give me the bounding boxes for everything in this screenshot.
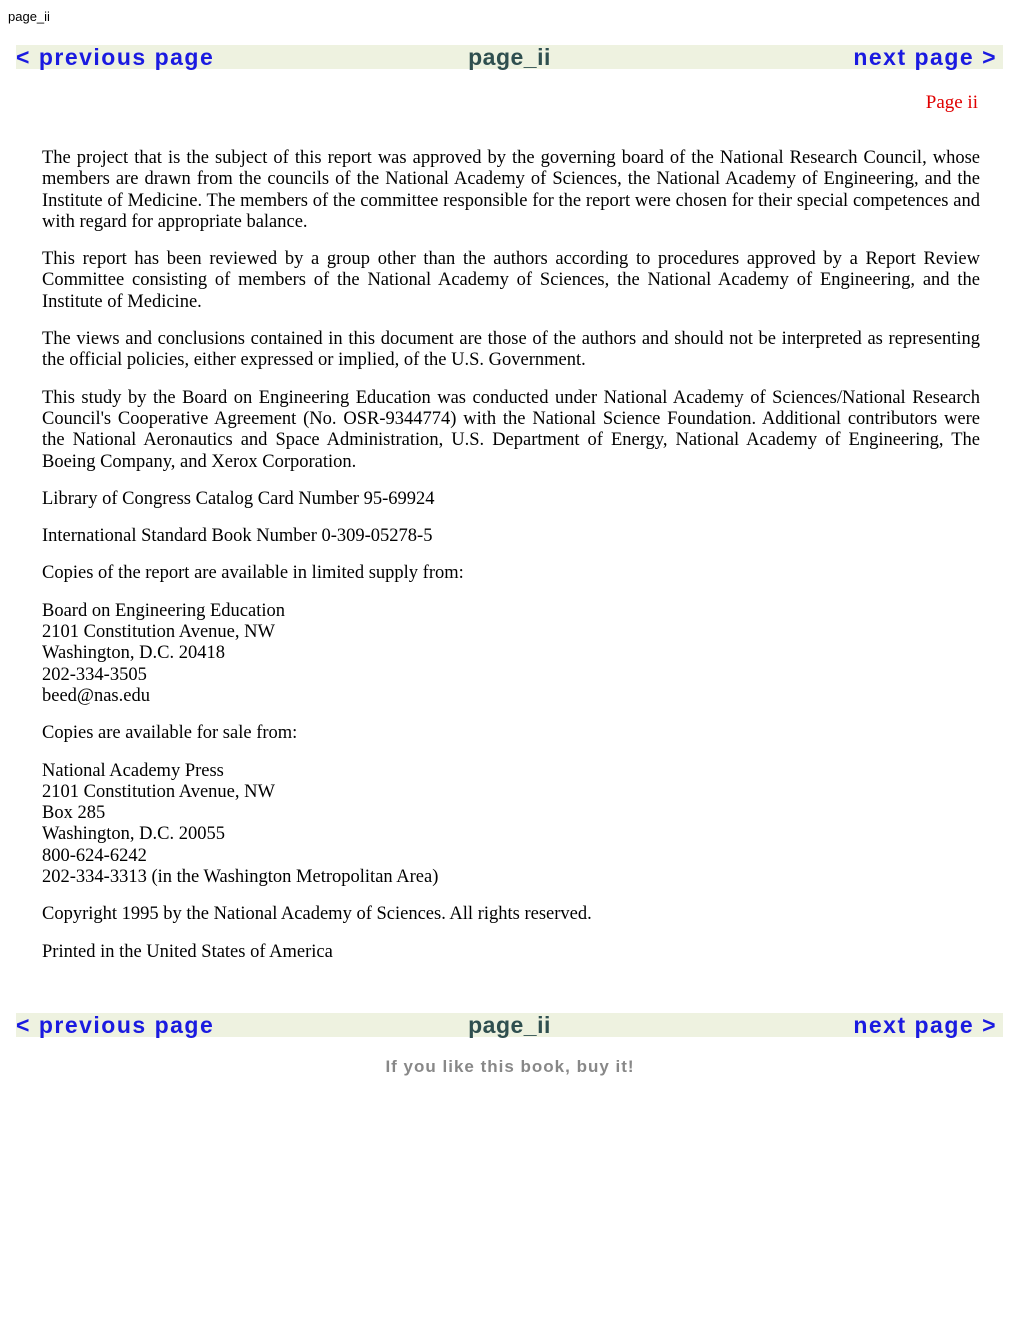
- next-page-link[interactable]: next page >: [853, 44, 997, 70]
- address-line: Board on Engineering Education: [42, 600, 286, 621]
- address-line: Washington, D.C. 20418: [42, 643, 225, 664]
- phone-line: 202-334-3313 (in the Washington Metropolitan Area): [42, 867, 439, 888]
- previous-page-link[interactable]: < previous page: [16, 1012, 215, 1038]
- lccn-line: Library of Congress Catalog Card Number 95-69924: [42, 488, 435, 509]
- paragraph-approval: The project that is the subject of this report was approved by the governing board of the National Research Council, whose members are drawn from the councils of the National Academy of Sciences, the National Academy of Engineering, and the Institute of Medicine. The members of the committee responsible for the report were chosen for their special competences and with regard for appropriate balance.: [42, 148, 980, 232]
- limited-supply-intro: Copies of the report are available in limited supply from:: [42, 563, 464, 584]
- copyright-line: Copyright 1995 by the National Academy of Sciences. All rights reserved.: [42, 904, 592, 925]
- address-line: 2101 Constitution Avenue, NW: [42, 622, 275, 643]
- beed-address-block: [42, 601, 980, 707]
- paragraph-sponsors: This study by the Board on Engineering Education was conducted under National Academy of Sciences/National Research Council's Cooperative Agreement (No. OSR-9344774) with the National Science Foundation. Additional contributors were the National Aeronautics and Space Administration, U.S. Department of Energy, National Academy of Engineering, The Boeing Company, and Xerox Corporation.: [42, 387, 980, 472]
- email-line: beed@nas.edu: [42, 685, 150, 706]
- sale-intro: Copies are available for sale from:: [42, 723, 298, 744]
- window-title: page_ii: [8, 9, 50, 24]
- previous-page-link[interactable]: < previous page: [16, 44, 215, 70]
- current-page-label: page_ii: [468, 44, 551, 70]
- page-number-marker: Page ii: [925, 92, 978, 113]
- phone-line: 202-334-3505: [42, 664, 147, 685]
- current-page-label: page_ii: [468, 1012, 551, 1038]
- bottom-navigation-bar: [16, 1013, 1003, 1037]
- page-body: [42, 148, 980, 979]
- address-line: 2101 Constitution Avenue, NW: [42, 781, 275, 802]
- phone-line: 800-624-6242: [42, 845, 147, 866]
- address-line: Box 285: [42, 803, 106, 824]
- printed-line: Printed in the United States of America: [42, 941, 333, 962]
- paragraph-disclaimer: The views and conclusions contained in this document are those of the authors and should not be interpreted as representing the official policies, either expressed or implied, of the U.S. Government.: [42, 329, 980, 371]
- next-page-link[interactable]: next page >: [853, 1012, 997, 1038]
- address-line: National Academy Press: [42, 760, 224, 781]
- paragraph-review: This report has been reviewed by a group other than the authors according to procedures approved by a Report Review Committee consisting of members of the National Academy of Sciences, the National Academy of Engineering, and the Institute of Medicine.: [42, 249, 980, 312]
- buy-book-link[interactable]: If you like this book, buy it!: [385, 1057, 635, 1076]
- top-navigation-bar: [16, 45, 1003, 69]
- nap-address-block: [42, 761, 980, 889]
- isbn-line: International Standard Book Number 0-309-05278-5: [42, 526, 433, 547]
- address-line: Washington, D.C. 20055: [42, 824, 225, 845]
